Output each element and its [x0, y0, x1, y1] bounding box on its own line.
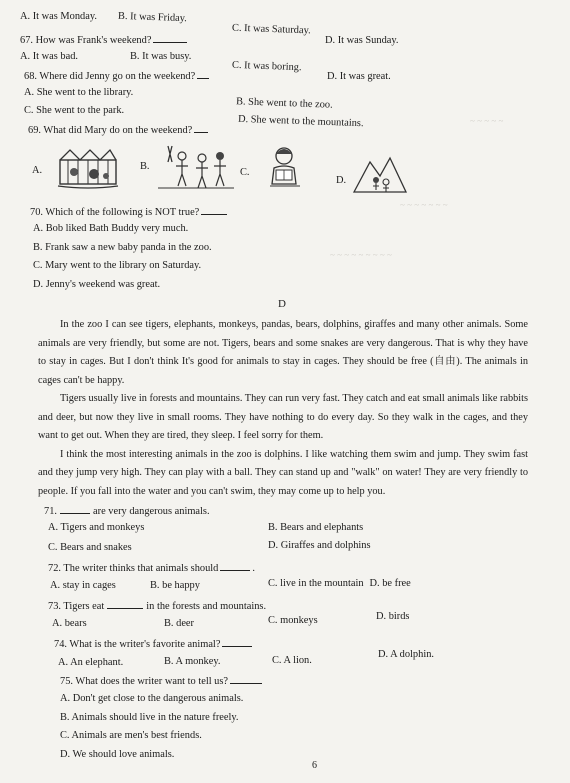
option-c: C. A lion.	[272, 655, 312, 666]
passage-paragraph: Tigers usually live in forests and mountains. They can run very fast. They catch and eat small animals like rabbits and deer, but now they live in small rooms. They have nothing to do every day. So they walk in the cages, and they want to get out. When they are tired, they sleep. I feel sorry for them.	[38, 393, 528, 441]
option-b: B. A monkey.	[164, 656, 221, 667]
picture-option-c	[260, 144, 310, 190]
option-b: B. She went to the zoo.	[235, 96, 333, 111]
reading-passage	[38, 316, 528, 501]
picture-option-b	[158, 140, 234, 192]
question-75: 75. What does the writer want to tell us?	[60, 673, 262, 688]
passage-paragraph: I think the most interesting animals in the zoo is dolphins. I like watching them swim and jump. They swim fast and they jump very high. They can play with a ball. They can stand up and "walk" on water! They are very friendly to people. If you fall into the water and you can't swim, they may come up to help you.	[38, 448, 528, 497]
option-b: B. It was Friday.	[117, 10, 188, 25]
option-c: C. monkeys	[268, 615, 318, 626]
bleed-through-mark: ~ ~ ~ ~ ~	[470, 116, 504, 126]
option-c: C. Animals are men's best friends.	[60, 730, 202, 741]
option-b: B. Bears and elephants	[268, 522, 364, 533]
option-b: B. be happy	[150, 580, 200, 591]
option-d: D. It was great.	[327, 71, 391, 82]
picture-option-d-label: D.	[336, 175, 347, 186]
page-number: 6	[312, 760, 317, 771]
option-line-66: A. It was Monday.	[20, 11, 97, 22]
option-d: D. A dolphin.	[378, 649, 435, 660]
option-d: D. She went to the mountains.	[237, 113, 364, 130]
option-c: C. She went to the park.	[24, 105, 125, 116]
option-d: D. be free	[369, 578, 411, 589]
option-a: A. Bob liked Bath Buddy very much.	[33, 223, 189, 234]
picture-option-d	[352, 150, 408, 196]
option-c: C. It was Saturday.	[231, 22, 311, 37]
option-d: D. Giraffes and dolphins	[268, 540, 371, 551]
option-b: B. Animals should live in the nature freely.	[60, 712, 239, 723]
option-a: A. She went to the library.	[24, 87, 134, 98]
question-68: 68. Where did Jenny go on the weekend?	[24, 68, 209, 83]
option-c: C. Bears and snakes	[48, 542, 132, 553]
option-d: D. We should love animals.	[60, 749, 175, 760]
question-70: 70. Which of the following is NOT true?	[30, 204, 227, 219]
question-67: 67. How was Frank's weekend?	[20, 32, 187, 47]
girl-reading-icon	[260, 144, 310, 190]
people-in-park-icon	[158, 140, 234, 192]
option-a: A. An elephant.	[58, 657, 124, 668]
bleed-through-mark: ~ ~ ~ ~ ~ ~ ~ ~ ~	[330, 250, 392, 260]
picture-option-a-label: A.	[32, 165, 43, 176]
option-d: D. Jenny's weekend was great.	[33, 279, 161, 290]
option-b: B. It was busy.	[130, 51, 192, 62]
option-a: A. stay in cages	[50, 580, 116, 591]
option-b: B. Frank saw a new baby panda in the zoo.	[33, 242, 212, 253]
option-a: A. It was bad.	[20, 51, 79, 62]
option-c: C. live in the mountain D. be free	[268, 578, 411, 589]
question-69: 69. What did Mary do on the weekend?	[28, 122, 208, 137]
option-a: A. Tigers and monkeys	[48, 522, 145, 533]
question-73: 73. Tigers eat in the forests and mountains.	[48, 598, 266, 613]
picture-option-b-label: B.	[140, 161, 150, 172]
option-d: D. birds	[376, 611, 410, 622]
option-d: D. It was Sunday.	[325, 35, 399, 46]
option-c: C. Mary went to the library on Saturday.	[33, 260, 202, 271]
zoo-enclosure-icon	[56, 146, 120, 190]
option-c: C. It was boring.	[231, 59, 302, 74]
option-a: A. bears	[52, 618, 87, 629]
mountain-hike-icon	[352, 150, 408, 196]
bleed-through-mark: ~ ~ ~ ~ ~ ~ ~	[400, 200, 448, 210]
passage-paragraph: In the zoo I can see tigers, elephants, monkeys, pandas, bears, dolphins, giraffes and many other animals. Some animals are very friendly, but some are not. Tigers, bears and some snakes are very dangerous. That is why they have to stay in cages. But I don't think It's good for animals to stay in cages. They should be free (自由). The animals in cages can't be happy.	[38, 319, 528, 386]
picture-option-a	[56, 146, 120, 190]
picture-option-c-label: C.	[240, 167, 250, 178]
question-74: 74. What is the writer's favorite animal?	[54, 636, 252, 651]
question-71: 71. are very dangerous animals.	[44, 503, 210, 518]
section-heading: D	[278, 298, 286, 310]
option-b: B. deer	[164, 618, 195, 629]
question-72: 72. The writer thinks that animals should .	[48, 560, 255, 575]
option-a: A. Don't get close to the dangerous animals.	[60, 693, 244, 704]
